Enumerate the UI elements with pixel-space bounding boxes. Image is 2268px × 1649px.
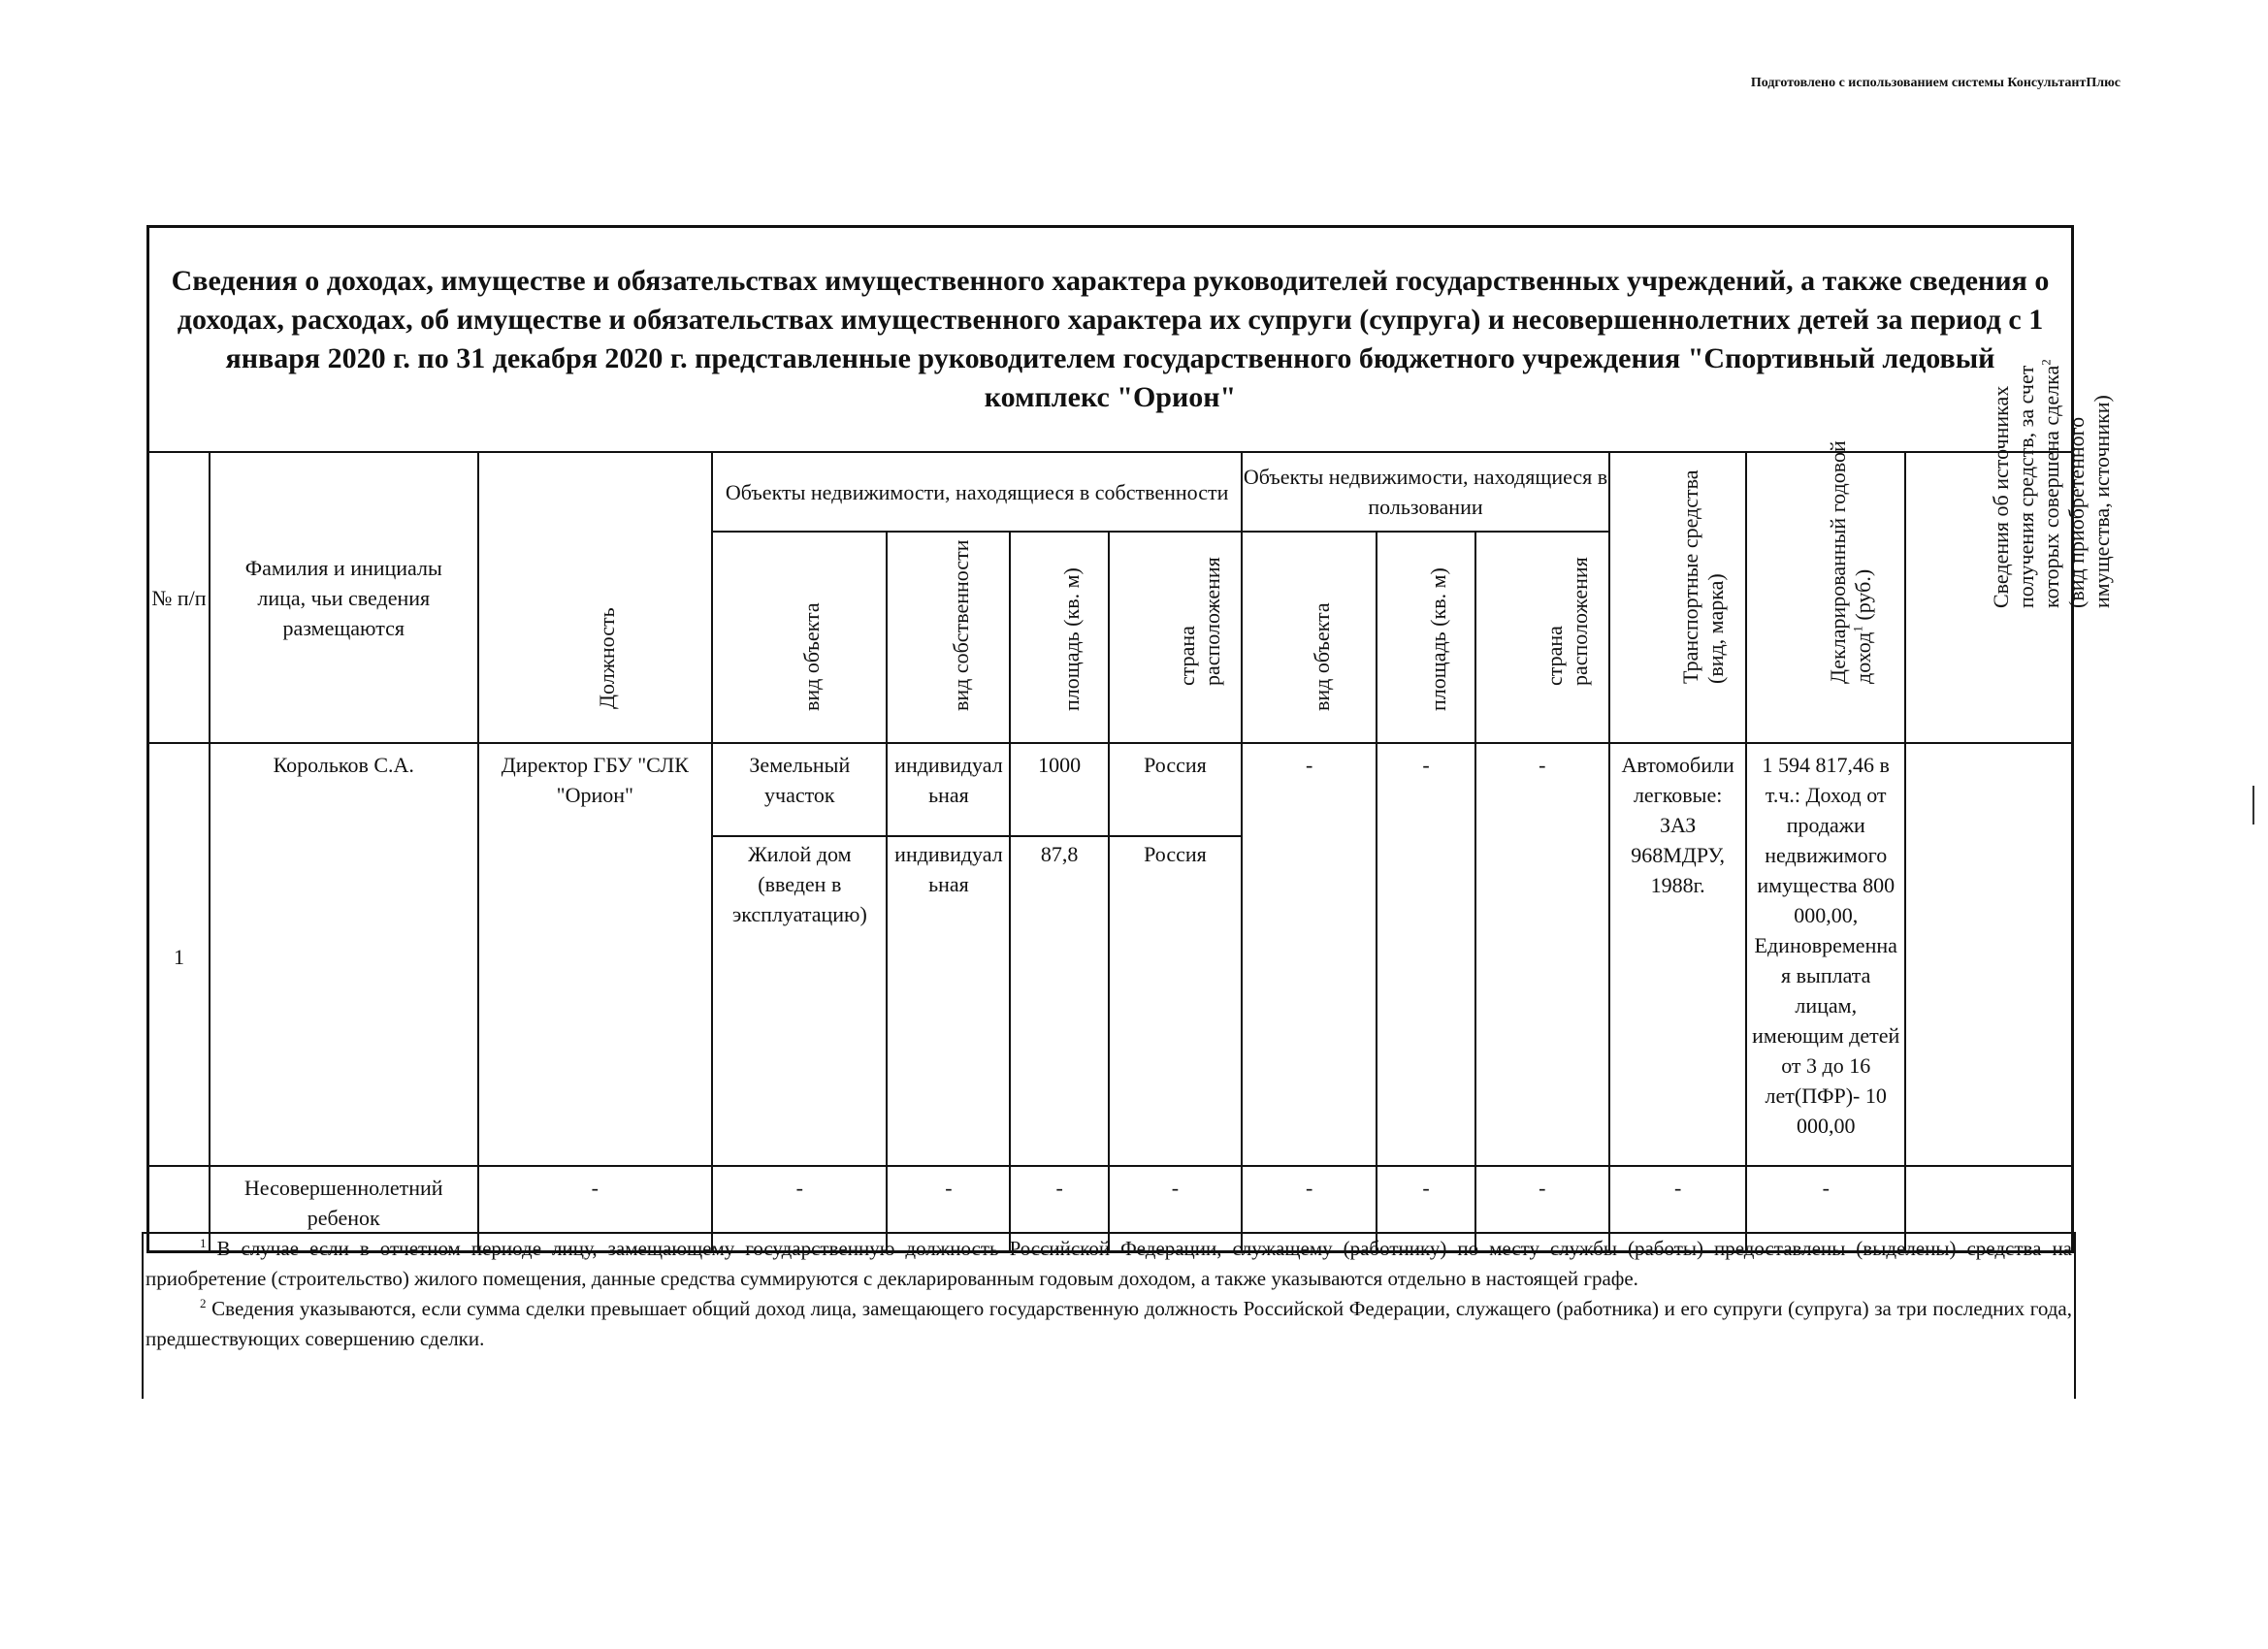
- income-cell: [1746, 743, 1905, 1166]
- header-used-type-cell: [1242, 532, 1377, 743]
- owned-ownership-1: индивидуальная: [894, 753, 1003, 807]
- owned-country: -: [1171, 1176, 1180, 1200]
- header-sources: [1989, 317, 2115, 608]
- header-income: [1826, 403, 1876, 684]
- header-position-cell: [478, 452, 713, 743]
- header-owned-ownership-cell: [887, 532, 1010, 743]
- header-income-unit: (руб.): [1851, 568, 1876, 621]
- row-num: 1: [148, 743, 210, 1166]
- owned-type-2: Жилой дом (введен в эксплуатацию): [731, 842, 867, 926]
- owned-country-cell: [1109, 743, 1242, 1166]
- footnote-mark-2: 2: [2038, 359, 2054, 366]
- header-owned-country-cell: [1109, 532, 1242, 743]
- header-income-cell: [1746, 440, 1905, 743]
- footnote-mark-1: 1: [1850, 626, 1865, 632]
- owned-ownership: -: [945, 1176, 953, 1200]
- used-country-cell: [1475, 743, 1609, 1166]
- header-used-area-cell: [1377, 532, 1474, 743]
- table-row: [148, 743, 2073, 1166]
- header-used-country: страна расположения: [1541, 557, 1592, 686]
- header-transport: Транспортные средства (вид, марка): [1677, 469, 1728, 684]
- used-type-cell: [1242, 743, 1377, 1166]
- row-name-cell: [210, 743, 478, 1166]
- header-owned-area-cell: [1010, 532, 1108, 743]
- used-area-cell: [1377, 743, 1474, 1166]
- income: 1 594 817,46 в т.ч.: Доход от продажи недвижимого имущества 800 000,00, Единовременная выплата лицам, имеющим детей от 3 до 16 лет(ПФР)- 10 000,00: [1752, 753, 1900, 1138]
- owned-area: -: [1055, 1176, 1063, 1200]
- header-used-group: Объекты недвижимости, находящиеся в пользовании: [1242, 452, 1609, 532]
- header-position: Должность: [595, 607, 620, 709]
- header-income-text: Декларированный годовой доход: [1826, 440, 1876, 684]
- row-position-cell: [478, 743, 713, 1166]
- row-position: Директор ГБУ "СЛК "Орион": [501, 753, 689, 807]
- row-name: Корольков С.А.: [273, 753, 414, 777]
- owned-country-2: Россия: [1144, 842, 1207, 866]
- owned-ownership-cell: [887, 743, 1010, 1166]
- used-country: -: [1539, 753, 1546, 777]
- row-name: Несовершеннолетний ребенок: [243, 1176, 443, 1230]
- header-owned-type-cell: [712, 532, 887, 743]
- transport: -: [1673, 1176, 1682, 1200]
- footnote-1-mark: 1: [200, 1236, 207, 1250]
- header-owned-group: Объекты недвижимости, находящиеся в собственности: [712, 452, 1242, 532]
- sources: [1906, 748, 2071, 752]
- header-sources-tail: (вид приобретенного имущества, источники): [2064, 395, 2115, 608]
- document-title: Сведения о доходах, имуществе и обязательствах имущественного характера руководителей государственных учреждений, а также сведения о доходах, расходах, об имуществе и обязательствах имущественного характера их супруги (супруга) и несовершеннолетних детей за период с 1 января 2020 г. по 31 декабря 2020 г. представленные руководителем государственного бюджетного учреждения "Спортивный ледовый комплекс "Орион": [148, 227, 2073, 453]
- header-transport-cell: [1609, 452, 1746, 743]
- header-used-area: площадь (кв. м): [1426, 567, 1451, 711]
- footnotes: [142, 1232, 2076, 1399]
- used-area: -: [1422, 753, 1430, 777]
- owned-country-1: Россия: [1144, 753, 1207, 777]
- scan-mark: [2252, 786, 2254, 824]
- owned-area-2: 87,8: [1040, 842, 1079, 866]
- transport-cell: [1609, 743, 1746, 1166]
- transport: Автомобили легковые: ЗАЗ 968МДРУ, 1988г.: [1621, 753, 1734, 897]
- footnote-2: [146, 1294, 2072, 1354]
- consultant-plus-note: Подготовлено с использованием системы КонсультантПлюс: [1750, 76, 2121, 90]
- used-type: -: [1306, 753, 1313, 777]
- owned-type-1: Земельный участок: [749, 753, 851, 807]
- sources: [1906, 1171, 2071, 1175]
- sources-cell: [1905, 743, 2072, 1166]
- footnote-1-text: В случае если в отчетном периоде лицу, замещающему государственную должность Российской Федерации, служащему (работнику) по месту службы (работы) предоставлены (выделены) средства на приобретение (строительство) жилого помещения, данные средства суммируются с декларированным годовым доходом, а также указываются отдельно в настоящей графе.: [146, 1237, 2073, 1290]
- footnote-2-mark: 2: [200, 1296, 207, 1310]
- header-sources-text: Сведения об источниках получения средств, за счет которых совершена сделка: [1989, 365, 2064, 608]
- declaration-table: [146, 225, 2115, 1253]
- owned-area-cell: [1010, 743, 1108, 1166]
- header-used-country-cell: [1475, 532, 1609, 743]
- header-owned-type: вид объекта: [799, 602, 825, 711]
- header-owned-area: площадь (кв. м): [1059, 567, 1085, 711]
- header-owned-ownership: вид собственности: [948, 539, 973, 711]
- used-area: -: [1422, 1176, 1430, 1200]
- header-used-type: вид объекта: [1309, 602, 1334, 711]
- owned-type-cell: [712, 743, 887, 1166]
- owned-ownership-2: индивидуальная: [894, 842, 1003, 896]
- used-country: -: [1539, 1176, 1546, 1200]
- owned-type: -: [795, 1176, 803, 1200]
- income: -: [1822, 1176, 1830, 1200]
- header-num: № п/п: [148, 452, 210, 743]
- row-position: -: [591, 1176, 599, 1200]
- header-name: Фамилия и инициалы лица, чьи сведения размещаются: [210, 452, 478, 743]
- footnote-2-text: Сведения указываются, если сумма сделки превышает общий доход лица, замещающего государственную должность Российской Федерации, служащего (работника) и его супруги (супруга) за три последних года, предшествующих совершению сделки.: [146, 1297, 2073, 1350]
- owned-area-1: 1000: [1038, 753, 1082, 777]
- footnote-1: [146, 1234, 2072, 1294]
- used-type: -: [1306, 1176, 1313, 1200]
- header-sources-cell: [1905, 359, 2115, 743]
- header-owned-country: страна расположения: [1175, 557, 1225, 686]
